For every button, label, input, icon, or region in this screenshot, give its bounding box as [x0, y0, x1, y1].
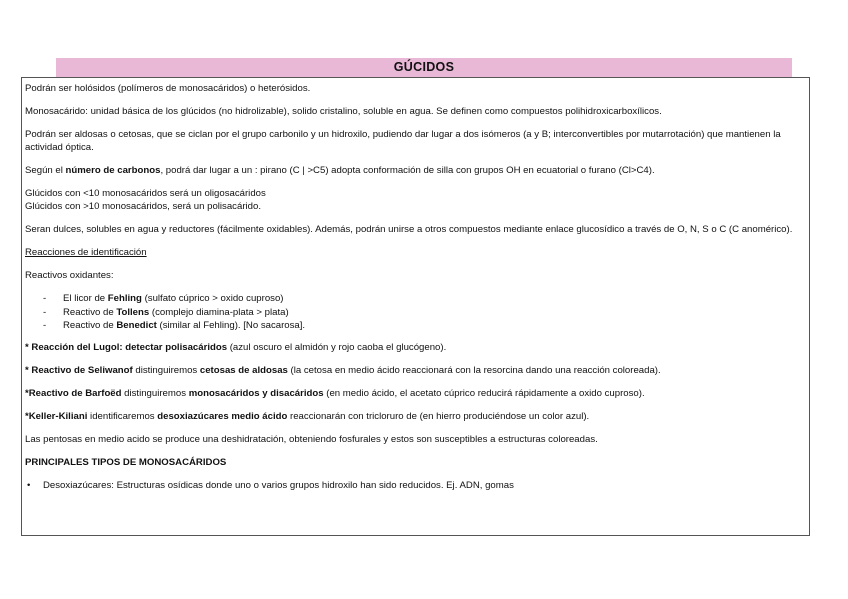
paragraph: Seran dulces, solubles en agua y reductores (fácilmente oxidables). Además, podrán unirse a otros compuestos mediante enlace glucosídico a través de O, N, S o C (C anomérico). [25, 224, 793, 235]
bold-text: *Keller-Kiliani [25, 410, 88, 422]
text: (sulfato cúprico > oxido cuproso) [141, 293, 284, 304]
list-item [25, 306, 806, 320]
monosaccharide-list [25, 479, 806, 492]
reagent-list [25, 292, 806, 333]
list-item: • Desoxiazúcares: Estructuras osídicas donde uno o varios grupos hidroxilo han sido reducidos. Ej. ADN, gomas [25, 479, 806, 492]
text: (complejo diamina-plata > plata) [149, 306, 289, 318]
notes-box [21, 77, 810, 536]
bold-text: Fehling [107, 293, 142, 304]
paragraph: Podrán ser holósidos (polímeros de monosacáridos) o heterósidos. [25, 83, 311, 94]
paragraph: Monosacárido: unidad básica de los glúcidos (no hidrolizable), solido cristalino, soluble en agua. Se definen como compuestos polihidroxicarboxílicos. [25, 106, 662, 117]
text: (en medio ácido, el acetato cúprico reducirá rápidamente a oxido cuproso). [323, 387, 645, 399]
text: Reactivo de [63, 306, 117, 318]
text: Reactivo de [63, 320, 117, 331]
text: , podrá dar lugar a un : pirano (C | >C5) adopta conformación de silla con grupos OH en ecuatorial o furano (Cl>C4). [160, 165, 655, 176]
paragraph [25, 341, 806, 354]
bold-text: * Reactivo de Seliwanof [25, 364, 133, 376]
paragraph [25, 164, 806, 177]
bold-text: número de carbonos [65, 165, 161, 176]
text: distinguiremos [132, 364, 200, 376]
bold-text: *Reactivo de Barfoëd [25, 387, 122, 399]
paragraph [25, 364, 806, 377]
bold-text: cetosas de aldosas [199, 364, 288, 376]
paragraph: Glúcidos con >10 monosacáridos, será un polisacárido. [25, 201, 261, 212]
paragraph: Reactivos oxidantes: [25, 270, 114, 281]
bold-text: Tollens [116, 306, 150, 318]
list-item [25, 319, 806, 333]
paragraph: Las pentosas en medio acido se produce una deshidratación, obteniendo fosfurales y estos son susceptibles a estructuras coloreadas. [25, 433, 598, 445]
paragraph: Podrán ser aldosas o cetosas, que se ciclan por el grupo carbonilo y un hidroxilo, pudiendo dar lugar a dos isómeros (a y B; interconvertibles por mutarrotación) que mantienen la actividad óptica. [25, 129, 781, 153]
bold-text: Benedict [116, 320, 157, 331]
bold-text: desoxiazúcares medio ácido [157, 410, 288, 422]
list-item [25, 292, 806, 306]
text: Según el [25, 165, 66, 176]
section-heading: PRINCIPALES TIPOS DE MONOSACÁRIDOS [25, 456, 227, 468]
text: reaccionarán con tricloruro de (en hierro produciéndose un color azul). [287, 410, 590, 422]
text: distinguiremos [121, 387, 189, 399]
text: (azul oscuro el almidón y rojo caoba el glucógeno). [227, 341, 447, 353]
bold-text: monosacáridos y disacáridos [188, 387, 324, 399]
text: (similar al Fehling). [No sacarosa]. [156, 320, 306, 331]
bold-text: * Reacción del Lugol: detectar polisacáridos [25, 341, 228, 353]
section-heading: Reacciones de identificación [25, 247, 147, 258]
paragraph [25, 410, 806, 423]
text: identificaremos [87, 410, 158, 422]
text: (la cetosa en medio ácido reaccionará con la resorcina dando una reacción coloreada). [287, 364, 661, 376]
paragraph [25, 387, 806, 400]
page-title: GÚCIDOS [56, 58, 792, 77]
paragraph: Glúcidos con <10 monosacáridos será un oligosacáridos [25, 188, 266, 199]
text: El licor de [63, 293, 108, 304]
